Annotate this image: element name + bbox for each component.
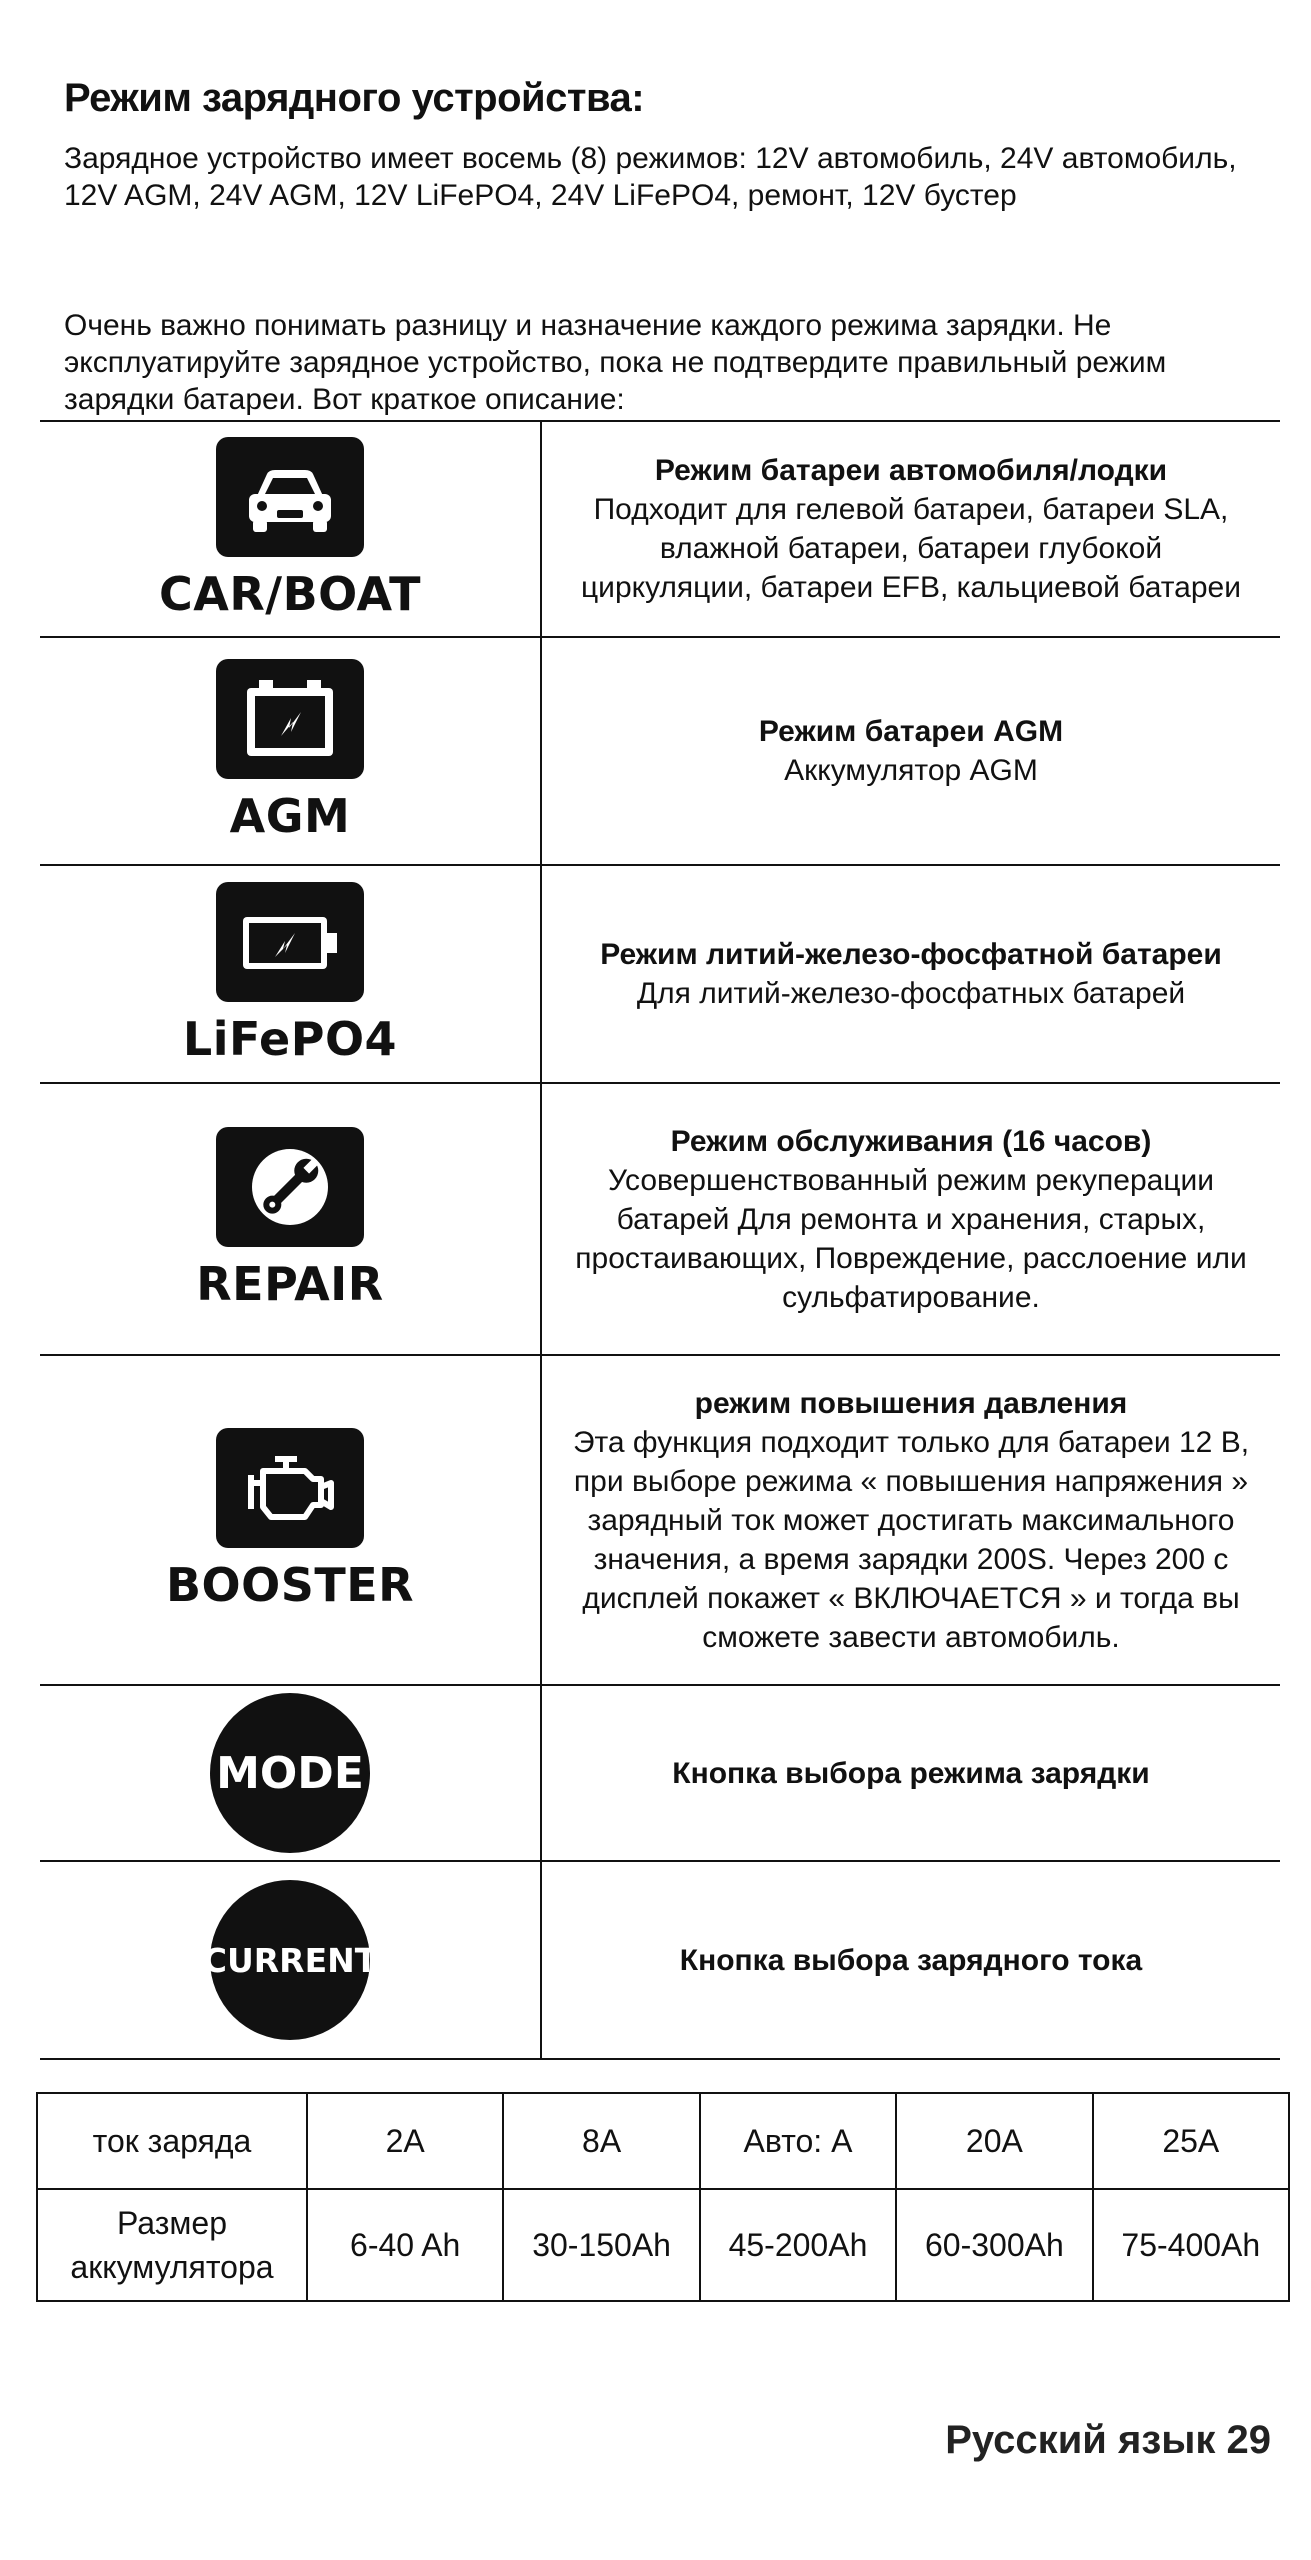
mode-description: Подходит для гелевой батареи, батареи SLA, влажной батареи, батареи глубокой циркуляции, батареи EFB, кальциевой батареи [581, 493, 1241, 604]
size-row [37, 2189, 1289, 2301]
mode-label-repair: REPAIR [196, 1257, 384, 1311]
current-cell: 20A [896, 2093, 1092, 2189]
charging-current-table [36, 2092, 1290, 2302]
mode-row-agm [40, 637, 1280, 865]
size-cell: 6-40 Ah [307, 2189, 503, 2301]
mode-row-booster [40, 1355, 1280, 1685]
mode-row-car-boat [40, 421, 1280, 637]
size-cell: 45-200Ah [700, 2189, 896, 2301]
intro-paragraph: Зарядное устройство имеет восемь (8) режимов: 12V автомобиль, 24V автомобиль, 12V AGM, 24V AGM, 12V LiFePO4, 24V LiFePO4, ремонт, 12V бустер [64, 142, 1237, 212]
mode-title: Режим батареи автомобиля/лодки [654, 454, 1168, 487]
mode-button-icon: MODE [210, 1693, 370, 1853]
wrench-icon [216, 1127, 364, 1247]
current-cell: 25A [1093, 2093, 1289, 2189]
mode-row-lifepo4 [40, 865, 1280, 1083]
mode-row-repair [40, 1083, 1280, 1355]
current-row [37, 2093, 1289, 2189]
current-cell: 8A [503, 2093, 699, 2189]
mode-description: Эта функция подходит только для батареи 12 В, при выборе режима « повышения напряжения » зарядный ток может достигать максимального значения, а время зарядки 200S. Через 200 с дисплей покажет « ВКЛЮЧАЕТСЯ » и тогда вы сможете завести автомобиль. [572, 1425, 1250, 1654]
mode-description: Аккумулятор AGM [784, 754, 1038, 787]
modes-table [40, 420, 1280, 2060]
mode-label-agm: AGM [229, 789, 351, 843]
current-button-description: Кнопка выбора зарядного тока [679, 1943, 1143, 1977]
size-cell: 75-400Ah [1093, 2189, 1289, 2301]
engine-icon [216, 1428, 364, 1548]
button-row-current [40, 1861, 1280, 2059]
current-button-icon: CURRENT [210, 1880, 370, 2040]
warning-paragraph: Очень важно понимать разницу и назначение каждого режима зарядки. Не эксплуатируйте зарядное устройство, пока не подтвердите правильный режим зарядки батареи. Вот краткое описание: [64, 309, 1167, 416]
page-footer: Русский язык 29 [945, 2418, 1271, 2462]
mode-description: Усовершенствованный режим рекуперации батарей Для ремонта и хранения, старых, простаивающих, Повреждение, расслоение или сульфатирование. [575, 1163, 1247, 1314]
page-heading: Режим зарядного устройства: [64, 76, 645, 120]
mode-button-description: Кнопка выбора режима зарядки [672, 1756, 1150, 1790]
mode-label-car-boat: CAR/BOAT [159, 567, 421, 621]
mode-title: режим повышения давления [694, 1386, 1128, 1420]
mode-title: Режим батареи AGM [758, 715, 1064, 748]
size-cell: 60-300Ah [896, 2189, 1092, 2301]
mode-title: Режим обслуживания (16 часов) [670, 1124, 1152, 1158]
button-row-mode [40, 1685, 1280, 1861]
size-row-header: Размер аккумулятора [37, 2189, 307, 2301]
mode-title: Режим литий-железо-фосфатной батареи [600, 938, 1222, 971]
current-cell: Авто: A [700, 2093, 896, 2189]
battery-agm-icon [216, 659, 364, 779]
car-icon [216, 437, 364, 557]
current-row-header: ток заряда [37, 2093, 307, 2189]
mode-description: Для литий-железо-фосфатных батарей [636, 977, 1186, 1010]
battery-lifepo4-icon [216, 882, 364, 1002]
mode-label-lifepo4: LiFePO4 [182, 1012, 398, 1066]
mode-label-booster: BOOSTER [165, 1558, 415, 1612]
size-cell: 30-150Ah [503, 2189, 699, 2301]
current-cell: 2A [307, 2093, 503, 2189]
